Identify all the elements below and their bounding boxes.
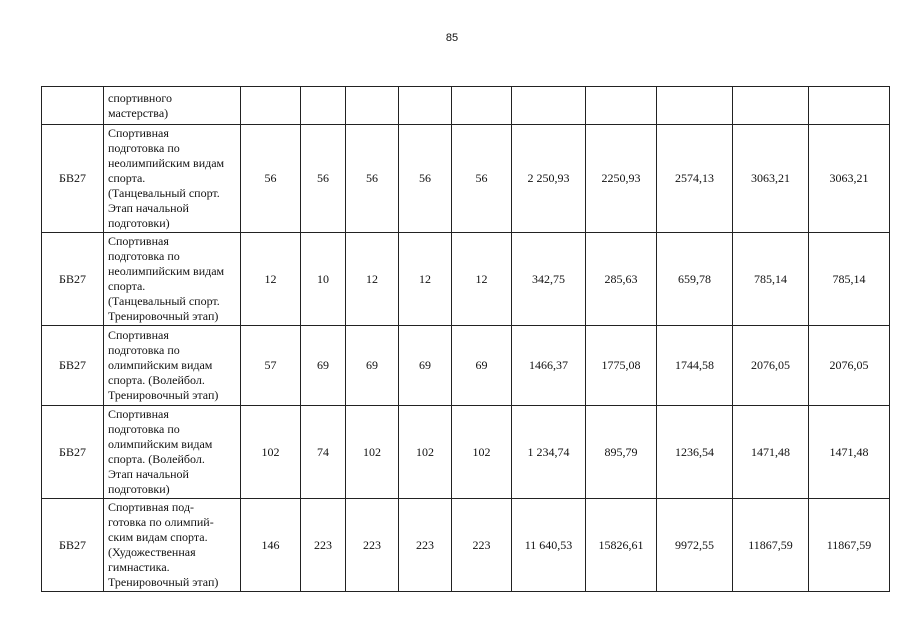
- value-cell: 69: [452, 326, 512, 406]
- value-cell: 57: [241, 326, 301, 406]
- service-name-line: гимнастика.: [108, 560, 170, 574]
- value-cell: [301, 87, 346, 125]
- services-table: [41, 86, 890, 592]
- service-name-line: неолимпийским видам: [108, 156, 225, 170]
- table-row: [42, 125, 890, 233]
- row-code: БВ27: [42, 406, 104, 499]
- value-cell: 223: [346, 499, 399, 592]
- value-cell: 56: [399, 125, 452, 233]
- value-cell: 102: [452, 406, 512, 499]
- row-code: БВ27: [42, 125, 104, 233]
- value-cell: 69: [399, 326, 452, 406]
- service-name-line: (Танцевальный спорт.: [108, 186, 220, 200]
- value-cell: 146: [241, 499, 301, 592]
- value-cell: 11867,59: [809, 499, 890, 592]
- value-cell: 69: [346, 326, 399, 406]
- service-name: [104, 233, 241, 326]
- value-cell: [586, 87, 657, 125]
- service-name-line: мастерства): [108, 105, 169, 120]
- service-name-line: подготовка по: [108, 141, 180, 155]
- value-cell: [809, 87, 890, 125]
- service-name: [104, 125, 241, 233]
- value-cell: 223: [399, 499, 452, 592]
- value-cell: 3063,21: [809, 125, 890, 233]
- value-cell: 785,14: [809, 233, 890, 326]
- value-cell: 785,14: [733, 233, 809, 326]
- value-cell: 9972,55: [657, 499, 733, 592]
- service-name-line: олимпийским видам: [108, 437, 213, 451]
- service-name: [104, 499, 241, 592]
- value-cell: 2574,13: [657, 125, 733, 233]
- value-cell: [399, 87, 452, 125]
- value-cell: [241, 87, 301, 125]
- value-cell: 102: [346, 406, 399, 499]
- value-cell: 223: [301, 499, 346, 592]
- value-cell: 1 234,74: [512, 406, 586, 499]
- value-cell: 3063,21: [733, 125, 809, 233]
- value-cell: [733, 87, 809, 125]
- service-name-line: Тренировочный этап): [108, 309, 219, 323]
- value-cell: 1466,37: [512, 326, 586, 406]
- value-cell: 56: [452, 125, 512, 233]
- value-cell: 342,75: [512, 233, 586, 326]
- value-cell: 56: [301, 125, 346, 233]
- service-name-line: спорта.: [108, 279, 146, 293]
- value-cell: 12: [452, 233, 512, 326]
- value-cell: 895,79: [586, 406, 657, 499]
- value-cell: 102: [399, 406, 452, 499]
- service-name-line: Тренировочный этап): [108, 575, 219, 589]
- service-name-line: Спортивная: [108, 126, 169, 140]
- service-name-line: подготовка по: [108, 422, 180, 436]
- row-code: [42, 87, 104, 125]
- service-name-line: неолимпийским видам: [108, 264, 225, 278]
- service-name-line: (Художественная: [108, 545, 196, 559]
- row-code: БВ27: [42, 499, 104, 592]
- value-cell: 11867,59: [733, 499, 809, 592]
- table-row: [42, 233, 890, 326]
- value-cell: 56: [346, 125, 399, 233]
- service-name: [104, 87, 241, 125]
- value-cell: 1471,48: [809, 406, 890, 499]
- table-row: [42, 406, 890, 499]
- service-name-line: спорта. (Волейбол.: [108, 452, 205, 466]
- value-cell: 74: [301, 406, 346, 499]
- service-name-line: спорта.: [108, 171, 146, 185]
- value-cell: 15826,61: [586, 499, 657, 592]
- row-code: БВ27: [42, 326, 104, 406]
- service-name-line: Тренировочный этап): [108, 388, 219, 402]
- service-name-line: спортивного: [108, 90, 172, 105]
- service-name-line: Этап начальной: [108, 201, 189, 215]
- service-name-line: подготовка по: [108, 249, 180, 263]
- service-name-line: спорта. (Волейбол.: [108, 373, 205, 387]
- value-cell: [657, 87, 733, 125]
- value-cell: 2 250,93: [512, 125, 586, 233]
- value-cell: [512, 87, 586, 125]
- value-cell: 1236,54: [657, 406, 733, 499]
- value-cell: 12: [241, 233, 301, 326]
- value-cell: [346, 87, 399, 125]
- value-cell: 11 640,53: [512, 499, 586, 592]
- page-number: 85: [445, 32, 459, 44]
- value-cell: 1744,58: [657, 326, 733, 406]
- service-name-line: Спортивная: [108, 328, 169, 342]
- table-row: [42, 499, 890, 592]
- value-cell: 1471,48: [733, 406, 809, 499]
- value-cell: 2076,05: [733, 326, 809, 406]
- service-name-line: (Танцевальный спорт.: [108, 294, 220, 308]
- service-name-line: Спортивная под-: [108, 500, 195, 514]
- service-name: [104, 406, 241, 499]
- table-row: [42, 326, 890, 406]
- value-cell: [452, 87, 512, 125]
- value-cell: 56: [241, 125, 301, 233]
- service-name: [104, 326, 241, 406]
- service-name-line: готовка по олимпий-: [108, 515, 214, 529]
- value-cell: 2076,05: [809, 326, 890, 406]
- value-cell: 285,63: [586, 233, 657, 326]
- value-cell: 69: [301, 326, 346, 406]
- service-name-line: ским видам спорта.: [108, 530, 208, 544]
- service-name-line: подготовка по: [108, 343, 180, 357]
- value-cell: 12: [346, 233, 399, 326]
- value-cell: 1775,08: [586, 326, 657, 406]
- value-cell: 2250,93: [586, 125, 657, 233]
- table-row: [42, 87, 890, 125]
- service-name-line: Спортивная: [108, 407, 169, 421]
- value-cell: 12: [399, 233, 452, 326]
- value-cell: 10: [301, 233, 346, 326]
- row-code: БВ27: [42, 233, 104, 326]
- value-cell: 102: [241, 406, 301, 499]
- service-name-line: Этап начальной: [108, 467, 189, 481]
- service-name-line: подготовки): [108, 216, 170, 230]
- service-name-line: подготовки): [108, 482, 170, 496]
- service-name-line: олимпийским видам: [108, 358, 213, 372]
- value-cell: 223: [452, 499, 512, 592]
- service-name-line: Спортивная: [108, 234, 169, 248]
- value-cell: 659,78: [657, 233, 733, 326]
